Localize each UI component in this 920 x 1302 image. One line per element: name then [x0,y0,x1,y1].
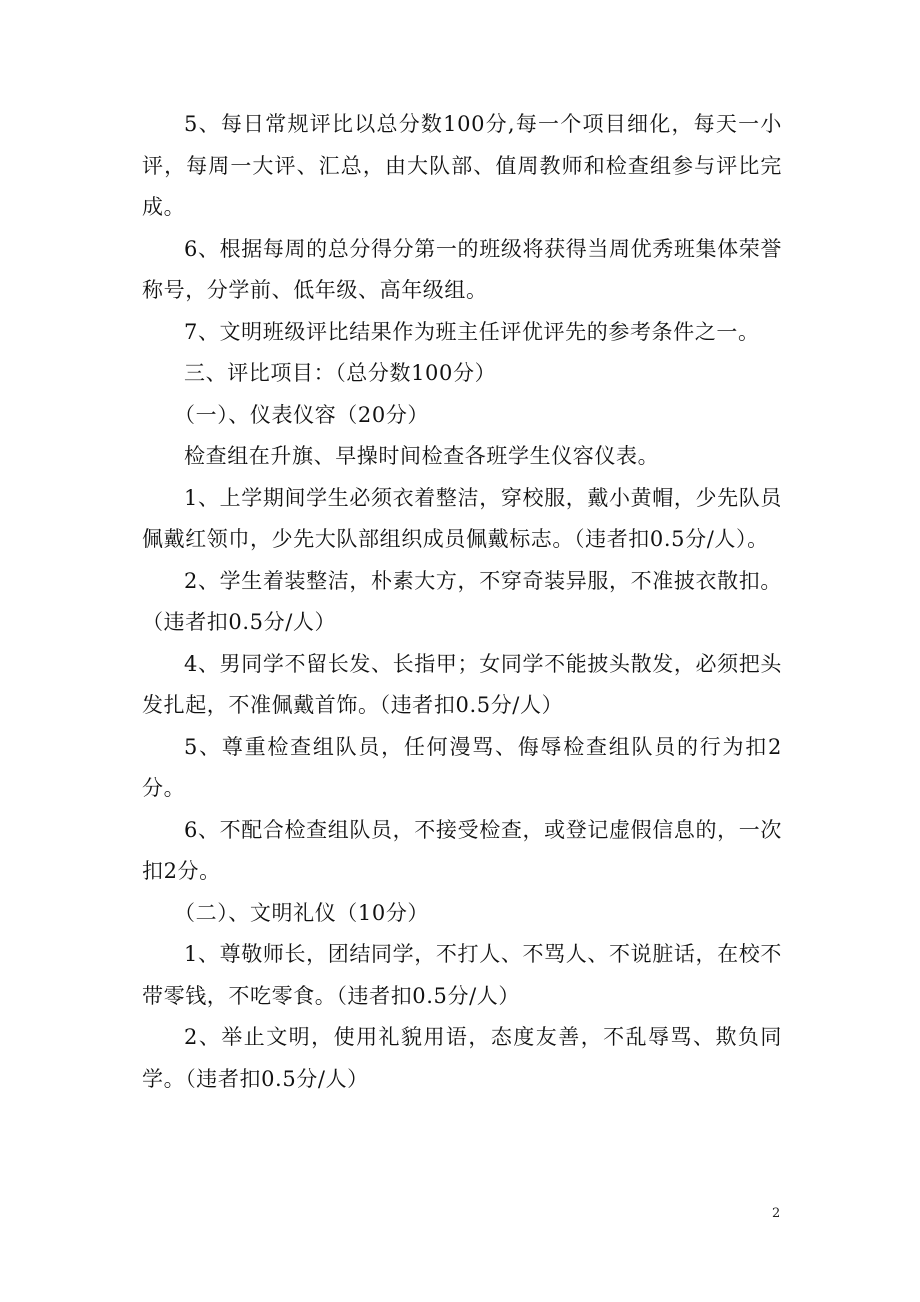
paragraph-appearance-2: 2、学生着装整洁，朴素大方，不穿奇装异服，不准披衣散扣。（违者扣0.5分/人） [142,568,782,634]
paragraph-rule-6: 6、根据每周的总分得分第一的班级将获得当周优秀班集体荣誉称号，分学前、低年级、高年级组。 [142,236,782,302]
paragraph-appearance-5: 5、尊重检查组队员，任何漫骂、侮辱检查组队员的行为扣2分。 [142,734,782,800]
document-body [142,104,782,1100]
paragraph-appearance-6: 6、不配合检查组队员，不接受检查，或登记虚假信息的，一次扣2分。 [142,817,782,883]
paragraph-appearance-1: 1、上学期间学生必须衣着整洁，穿校服，戴小黄帽，少先队员佩戴红领巾，少先大队部组织成员佩戴标志。（违者扣0.5分/人）。 [142,485,782,551]
paragraph-rule-5: 5、每日常规评比以总分数100分,每一个项目细化，每天一小评，每周一大评、汇总，由大队部、值周教师和检查组参与评比完成。 [142,112,782,219]
section-heading-evaluation-items: 三、评比项目：（总分数100分） [184,361,497,385]
paragraph-appearance-check: 检查组在升旗、早操时间检查各班学生仪容仪表。 [184,444,660,468]
paragraph-rule-7: 7、文明班级评比结果作为班主任评优评先的参考条件之一。 [184,319,760,344]
paragraph-etiquette-2: 2、举止文明，使用礼貌用语，态度友善，不乱辱骂、欺负同学。（违者扣0.5分/人） [142,1025,782,1091]
paragraph-etiquette-1: 1、尊敬师长，团结同学，不打人、不骂人、不说脏话，在校不带零钱，不吃零食。（违者扣0.5分/人） [142,942,782,1008]
paragraph-appearance-4: 4、男同学不留长发、长指甲；女同学不能披头散发，必须把头发扎起，不准佩戴首饰。（违者扣0.5分/人） [142,651,782,717]
subsection-heading-etiquette: （二）、文明礼仪（10分） [174,900,430,925]
page-number: 2 [772,1206,781,1221]
subsection-heading-appearance: （一）、仪表仪容（20分） [174,402,430,427]
